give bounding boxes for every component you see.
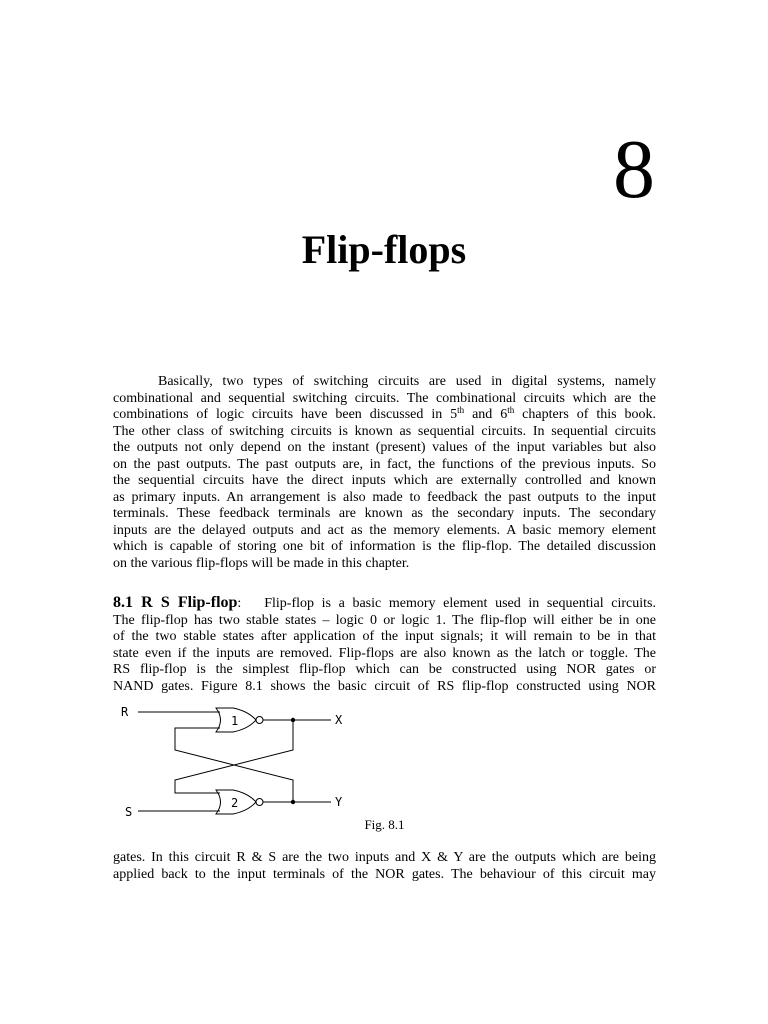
intro-line: as primary inputs. An arrangement is also made to feedback the past outputs to the input xyxy=(113,489,656,505)
section-line: The flip-flop has two stable states – logic 0 or logic 1. The flip-flop will either be in one xyxy=(113,612,656,628)
section-heading: 8.1 R S Flip-flop xyxy=(113,594,238,611)
continuation-line: applied back to the input terminals of the NOR gates. The behaviour of this circuit may xyxy=(113,866,656,882)
figure-caption: Fig. 8.1 xyxy=(364,817,405,832)
feedback-y xyxy=(175,728,293,802)
section-8-1-paragraph xyxy=(113,595,656,695)
intro-line: The other class of switching circuits is known as sequential circuits. In sequential circuits xyxy=(113,423,656,439)
continuation-line: gates. In this circuit R & S are the two inputs and X & Y are the outputs which are being xyxy=(113,850,656,865)
intro-paragraph xyxy=(113,374,656,572)
label-gate-1: 1 xyxy=(231,714,239,728)
label-gate-2: 2 xyxy=(231,796,239,810)
intro-line: combinational and sequential switching circuits. The combinational circuits which are the xyxy=(113,390,656,406)
intro-line: on the various flip-flops will be made in this chapter. xyxy=(113,555,410,571)
intro-line: which is capable of storing one bit of information is the flip-flop. The detailed discussion xyxy=(113,539,656,554)
intro-line: inputs are the delayed outputs and act as the memory elements. A basic memory element xyxy=(113,522,656,538)
intro-line: the outputs not only depend on the instant (present) values of the input variables but also xyxy=(113,440,656,455)
rs-flip-flop-circuit-diagram xyxy=(113,700,373,820)
label-s: S xyxy=(125,805,133,819)
label-y: Y xyxy=(335,795,343,809)
continuation-paragraph xyxy=(113,850,656,883)
feedback-x xyxy=(175,720,293,793)
section-line: NAND gates. Figure 8.1 shows the basic circuit of RS flip-flop constructed using NOR xyxy=(113,678,656,694)
intro-line: terminals. These feedback terminals are known as the secondary inputs. The secondary xyxy=(113,506,656,521)
section-line: of the two stable states after application of the input signals; it will remain to be in that xyxy=(113,629,656,644)
section-line: 8.1 R S Flip-flop: Flip-flop is a basic memory element used in sequential circuits. xyxy=(113,594,656,611)
intro-line: combinations of logic circuits have been discussed in 5th and 6th chapters of this book. xyxy=(113,405,656,422)
section-line: RS flip-flop is the simplest flip-flop which can be constructed using NOR gates or xyxy=(113,662,656,677)
intro-line: the sequential circuits have the direct inputs which are externally controlled and known xyxy=(113,473,656,488)
inversion-bubble-2 xyxy=(256,799,263,806)
label-r: R xyxy=(121,705,129,719)
inversion-bubble-1 xyxy=(256,717,263,724)
chapter-number: 8 xyxy=(613,123,655,216)
label-x: X xyxy=(335,713,343,727)
junction-dot-y xyxy=(291,800,295,804)
intro-line: on the past outputs. The past outputs are, in fact, the functions of the previous inputs. So xyxy=(113,456,656,472)
intro-line: Basically, two types of switching circuits are used in digital systems, namely xyxy=(158,374,656,389)
chapter-title: Flip-flops xyxy=(301,227,467,272)
section-line: state even if the inputs are removed. Flip-flops are also known as the latch or toggle. The xyxy=(113,645,656,661)
junction-dot-x xyxy=(291,718,295,722)
